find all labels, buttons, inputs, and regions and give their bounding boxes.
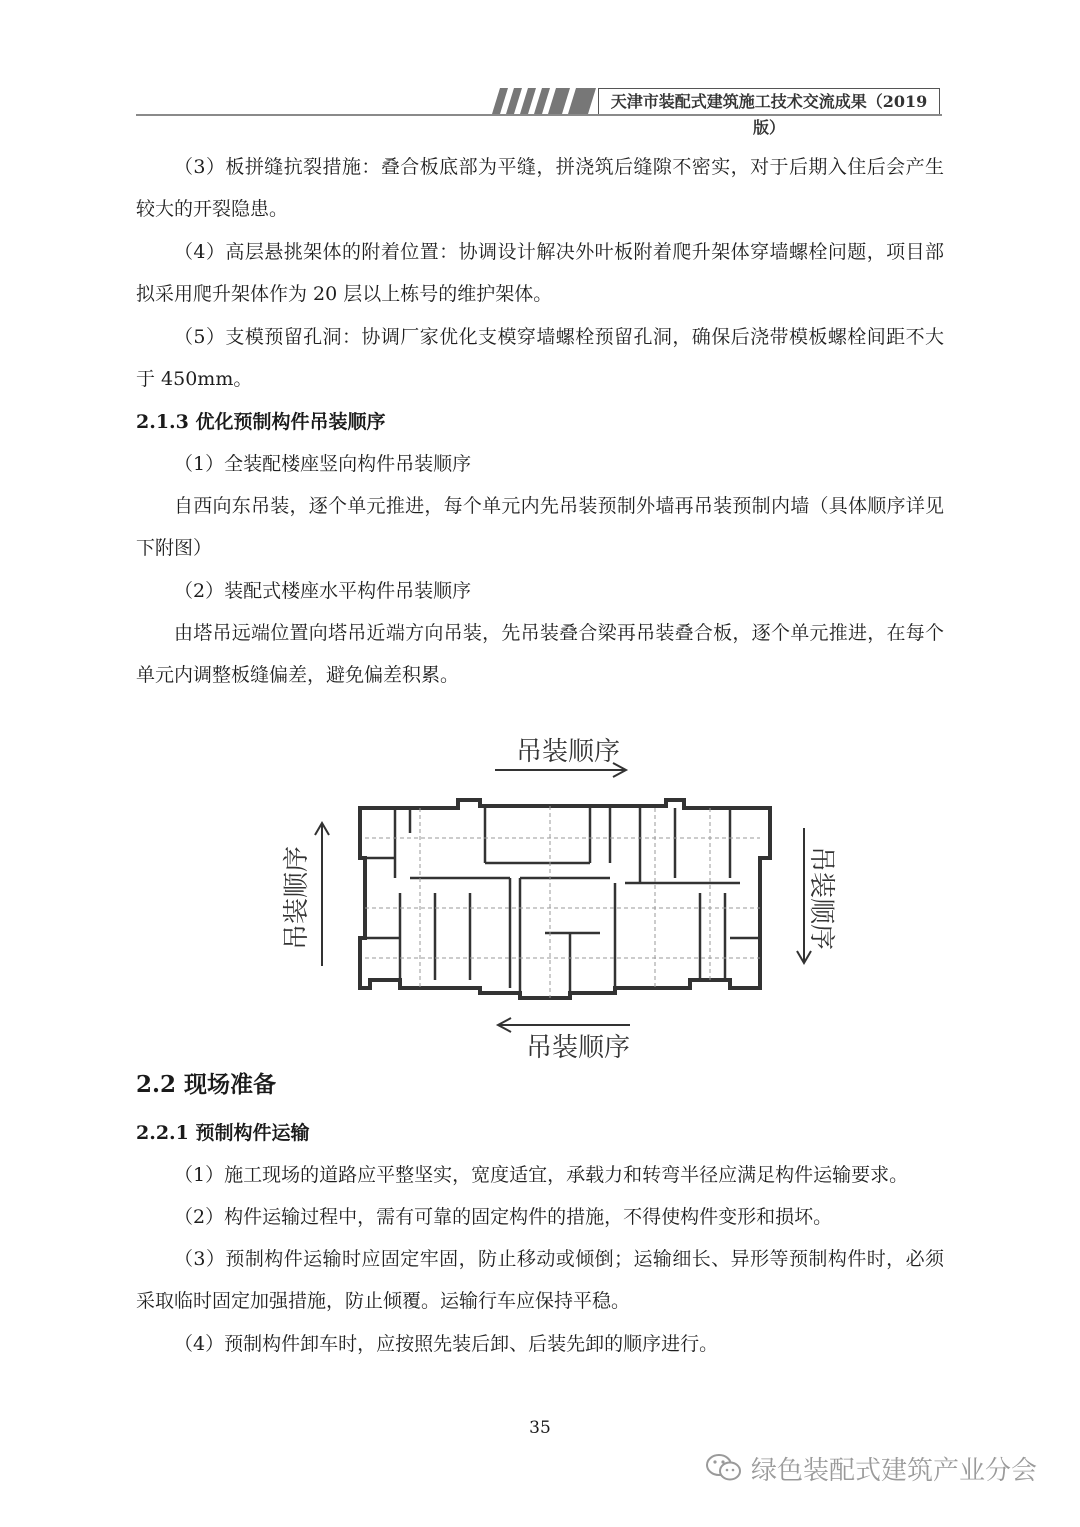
paragraph-horizontal-order-text: 由塔吊远端位置向塔吊近端方向吊装，先吊装叠合梁再吊装叠合板，逐个单元推进，在每个单元内调整板缝偏差，避免偏差积累。 <box>136 622 944 686</box>
bottom-sequence-label: 吊装顺序 <box>526 1033 631 1063</box>
paragraph-crack-prevention: （3）板拼缝抗裂措施：叠合板底部为平缝，拼浇筑后缝隙不密实，对于后期入住后会产生较大的开裂隐患。 <box>136 156 944 220</box>
watermark <box>705 1448 1037 1488</box>
paragraph-vertical-order-text: 自西向东吊装，逐个单元推进，每个单元内先吊装预制外墙再吊装预制内墙（具体顺序详见下附图） <box>136 495 944 559</box>
left-sequence-label: 吊装顺序 <box>282 845 312 950</box>
page-header <box>136 88 944 137</box>
section-heading-2-2-1: 2.2.1 预制构件运输 <box>136 1122 310 1144</box>
paragraph-fixing-measures: （2）构件运输过程中，需有可靠的固定构件的措施，不得使构件变形和损坏。 <box>174 1206 833 1228</box>
paragraph-scaffold-attachment: （4）高层悬挑架体的附着位置：协调设计解决外叶板附着爬升架体穿墙螺栓问题，项目部拟采用爬升架体作为 20 层以上栋号的维护架体。 <box>136 241 944 305</box>
paragraph-horizontal-order-title: （2）装配式楼座水平构件吊装顺序 <box>174 580 472 602</box>
header-title: 天津市装配式建筑施工技术交流成果（2019版） <box>598 88 940 116</box>
hoisting-sequence-floor-plan <box>270 718 836 1068</box>
page-number: 35 <box>529 1418 551 1438</box>
watermark-text: 绿色装配式建筑产业分会 <box>751 1455 1038 1486</box>
section-heading-2-1-3: 2.1.3 优化预制构件吊装顺序 <box>136 411 386 433</box>
top-sequence-label: 吊装顺序 <box>516 737 621 767</box>
interior-walls <box>365 808 760 993</box>
paragraph-vertical-order-title: （1）全装配楼座竖向构件吊装顺序 <box>174 453 472 475</box>
paragraph-unloading-order: （4）预制构件卸车时，应按照先装后卸、后装先卸的顺序进行。 <box>174 1333 719 1355</box>
paragraph-formwork-holes: （5）支模预留孔洞：协调厂家优化支模穿墙螺栓预留孔洞，确保后浇带模板螺栓间距不大于 450mm。 <box>136 326 944 390</box>
building-outline <box>360 800 770 998</box>
right-sequence-label: 吊装顺序 <box>806 846 836 951</box>
section-heading-2-2: 2.2 现场准备 <box>136 1071 277 1098</box>
header-stripes-decoration <box>492 88 602 114</box>
header-rule <box>136 114 942 116</box>
paragraph-transport-stability: （3）预制构件运输时应固定牢固，防止移动或倾倒；运输细长、异形等预制构件时，必须采取临时固定加强措施，防止倾覆。运输行车应保持平稳。 <box>136 1248 944 1312</box>
wechat-icon <box>705 1452 743 1484</box>
paragraph-road-requirements: （1）施工现场的道路应平整坚实，宽度适宜，承载力和转弯半径应满足构件运输要求。 <box>174 1164 909 1186</box>
